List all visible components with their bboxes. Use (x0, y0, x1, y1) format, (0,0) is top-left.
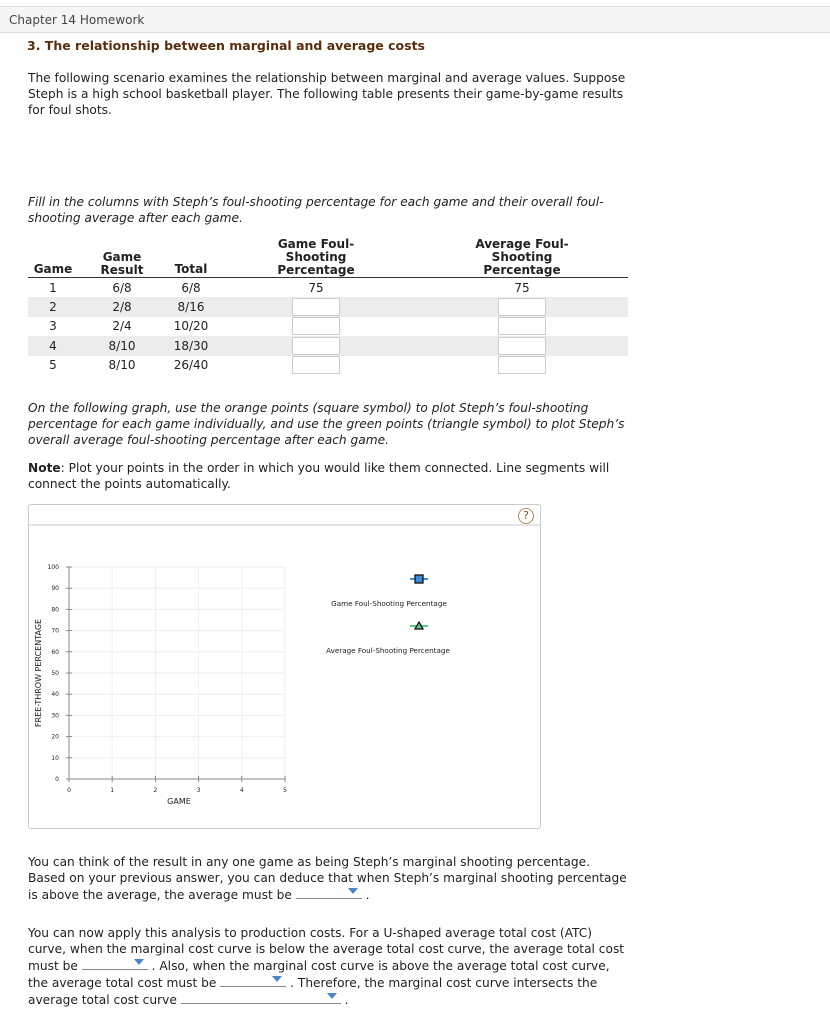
avg-pct-input[interactable] (498, 298, 546, 316)
y-tick-label: 70 (51, 627, 59, 635)
avg-pct-input[interactable] (498, 356, 546, 374)
legend-avg-label: Average Foul-Shooting Percentage (326, 646, 450, 655)
table-row (28, 336, 628, 356)
y-tick-label: 80 (51, 606, 59, 614)
x-tick-label: 0 (67, 787, 71, 794)
cell-game: 3 (49, 319, 57, 334)
cell-game: 1 (49, 280, 57, 295)
q1-dropdown[interactable] (296, 886, 362, 899)
x-tick-label: 4 (239, 787, 244, 794)
intro-text: The following scenario examines the relationship between marginal and average values. Suppose Steph is a high school basketball player. The following table presents their game-by-game results for foul shots. (28, 71, 626, 117)
header-result: Game Result (78, 238, 166, 278)
y-tick-label: 90 (51, 585, 59, 593)
graph-panel (28, 504, 541, 829)
x-tick-label: 1 (110, 787, 115, 794)
table-row (28, 356, 628, 376)
cell-total: 10/20 (173, 319, 209, 334)
cell-game_pct: 75 (308, 280, 324, 295)
cell-result: 2/8 (78, 297, 166, 317)
q2-end: . (344, 993, 349, 1007)
game-pct-input[interactable] (292, 317, 340, 335)
table-row (28, 297, 628, 317)
question-2 (28, 925, 633, 1008)
table-row (28, 278, 628, 298)
q2-dropdown-2[interactable] (220, 974, 286, 987)
graph-instructions: On the following graph, use the orange points (square symbol) to plot Steph’s foul-shooting percentage for each game individually, and use the green points (triangle symbol) to plot Steph’s overall average foul-shooting percentage after each game. (28, 401, 625, 447)
y-tick-label: 20 (51, 733, 59, 741)
note-label: Note (28, 461, 61, 475)
game-pct-input[interactable] (292, 337, 340, 355)
y-tick-label: 0 (55, 776, 59, 783)
header-avg-pct: Average Foul-Shooting Percentage (416, 238, 628, 278)
q2-text-b: . Also, when the marginal cost curve is above the average total cost curve, the average total cost must be (28, 959, 610, 990)
cell-avg_pct (416, 356, 628, 376)
note (28, 460, 618, 492)
help-icon[interactable]: ? (518, 508, 534, 524)
cell-game: 2 (28, 297, 78, 317)
y-tick-label: 100 (47, 564, 59, 571)
y-tick-label: 50 (51, 670, 59, 677)
cell-avg_pct (416, 336, 628, 356)
cell-game_pct (216, 297, 416, 317)
cell-result: 6/8 (112, 280, 132, 295)
legend-game-label: Game Foul-Shooting Percentage (331, 599, 447, 608)
question-1 (28, 854, 628, 903)
cell-avg_pct (416, 317, 628, 337)
q2-dropdown-3[interactable] (181, 991, 341, 1004)
q1-text: You can think of the result in any one game as being Steph’s marginal shooting percentage. Based on your previous answer, you can deduce that when Steph’s marginal shooting percentage is above the average, the average must be (28, 855, 627, 902)
cell-result: 8/10 (78, 336, 166, 356)
q2-text-a: You can now apply this analysis to production costs. For a U-shaped average total cost (ATC) curve, when the marginal cost curve is below the average total cost curve, the average total cost must be (28, 926, 625, 973)
cell-avg_pct: 75 (514, 280, 530, 295)
results-table (28, 238, 628, 375)
x-axis-label: GAME (167, 797, 191, 806)
avg-pct-input[interactable] (498, 317, 546, 335)
y-axis-label: FREE-THROW PERCENTAGE (34, 618, 43, 728)
breadcrumb: Chapter 14 Homework (0, 6, 830, 33)
cell-game: 4 (28, 336, 78, 356)
cell-game_pct (216, 336, 416, 356)
q1-end: . (365, 888, 370, 902)
cell-result: 2/4 (112, 319, 132, 334)
q2-text-c: . Therefore, the marginal cost curve intersects the average total cost curve (28, 976, 598, 1007)
y-tick-label: 40 (51, 691, 59, 699)
cell-total: 18/30 (166, 336, 216, 356)
cell-total: 26/40 (173, 358, 209, 373)
x-tick-label: 3 (196, 787, 201, 794)
question-title: 3. The relationship between marginal and average costs (27, 38, 425, 53)
header-game: Game (28, 238, 78, 278)
avg-pct-input[interactable] (498, 337, 546, 355)
cell-game_pct (216, 317, 416, 337)
square-marker-icon[interactable] (415, 575, 423, 583)
note-text: : Plot your points in the order in which you would like them connected. Line segments will connect the points automatically. (28, 461, 610, 491)
header-game-pct: Game Foul-Shooting Percentage (216, 238, 416, 278)
game-pct-input[interactable] (292, 298, 340, 316)
y-tick-label: 10 (51, 754, 59, 762)
table-instructions: Fill in the columns with Steph’s foul-shooting percentage for each game and their overall foul-shooting average after each game. (28, 195, 604, 225)
y-tick-label: 60 (51, 648, 59, 656)
game-pct-input[interactable] (292, 356, 340, 374)
cell-game_pct (216, 356, 416, 376)
cell-game: 5 (49, 358, 57, 373)
cell-avg_pct (416, 297, 628, 317)
y-tick-label: 30 (51, 712, 59, 720)
x-tick-label: 5 (283, 787, 287, 794)
chart[interactable] (29, 505, 542, 830)
header-total: Total (166, 238, 216, 278)
table-row (28, 317, 628, 337)
x-tick-label: 2 (153, 787, 158, 794)
cell-total: 8/16 (166, 297, 216, 317)
cell-total: 6/8 (181, 280, 201, 295)
cell-result: 8/10 (108, 358, 136, 373)
q2-dropdown-1[interactable] (82, 957, 148, 970)
